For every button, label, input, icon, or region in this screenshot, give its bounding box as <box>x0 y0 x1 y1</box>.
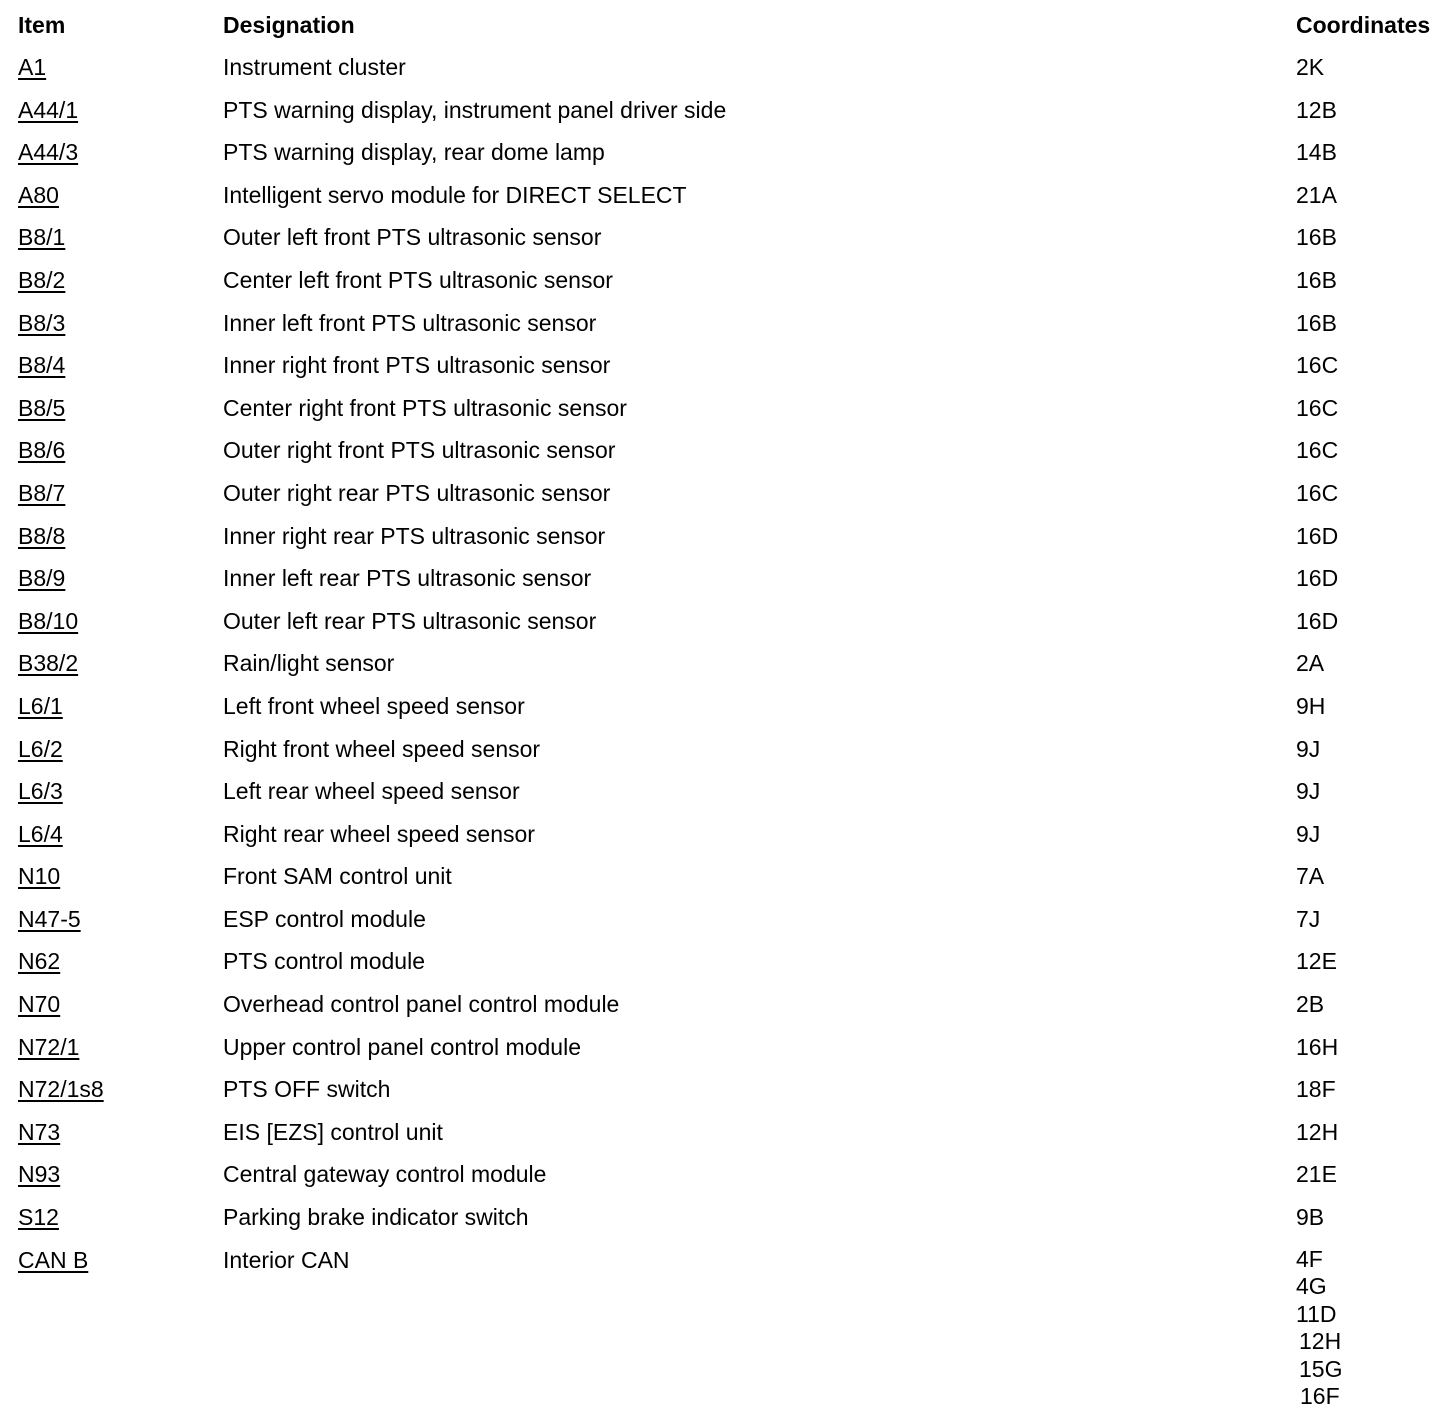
designation-text: Interior CAN <box>223 1246 350 1273</box>
item-link[interactable]: A44/1 <box>18 96 79 123</box>
coordinates-text: 15G <box>1299 1355 1343 1382</box>
table-header <box>0 8 1456 42</box>
designation-text: Inner left rear PTS ultrasonic sensor <box>223 565 592 592</box>
table-row <box>0 604 1456 647</box>
item-link[interactable]: B8/9 <box>18 565 66 592</box>
designation-text: Center left front PTS ultrasonic sensor <box>223 266 613 293</box>
coordinates-text: 16D <box>1296 565 1339 592</box>
item-link[interactable]: B8/4 <box>18 352 66 379</box>
item-link[interactable]: S12 <box>18 1204 59 1231</box>
designation-text: Inner right front PTS ultrasonic sensor <box>223 352 611 379</box>
item-link[interactable]: B8/3 <box>18 309 66 336</box>
table-row <box>0 1200 1456 1243</box>
item-link[interactable]: N70 <box>18 991 61 1018</box>
item-link[interactable]: A44/3 <box>18 139 79 166</box>
designation-text: Right front wheel speed sensor <box>223 735 541 762</box>
table-row <box>0 732 1456 775</box>
table-row <box>0 433 1456 476</box>
coordinates-text: 21E <box>1296 1161 1337 1188</box>
coordinates-text: 16H <box>1296 1033 1339 1060</box>
item-link[interactable]: B38/2 <box>18 650 79 677</box>
designation-text: Left rear wheel speed sensor <box>223 778 520 805</box>
item-link[interactable]: B8/2 <box>18 266 66 293</box>
coordinates-text: 16C <box>1296 437 1339 464</box>
coordinates-text: 4F <box>1296 1245 1323 1272</box>
designation-text: Overhead control panel control module <box>223 991 620 1018</box>
table-row <box>0 263 1456 306</box>
designation-text: Outer left rear PTS ultrasonic sensor <box>223 607 597 634</box>
item-link[interactable]: N62 <box>18 948 61 975</box>
item-link[interactable]: B8/6 <box>18 437 66 464</box>
coordinates-text: 16C <box>1296 394 1339 421</box>
table-row <box>0 348 1456 391</box>
table-row <box>0 178 1456 221</box>
table-row <box>0 93 1456 136</box>
designation-text: Right rear wheel speed sensor <box>223 820 535 847</box>
item-link[interactable]: N72/1 <box>18 1033 80 1060</box>
coordinates-text: 4G <box>1296 1273 1327 1300</box>
table-row <box>0 1072 1456 1115</box>
table-row <box>0 817 1456 860</box>
coordinates-text: 16B <box>1296 224 1337 251</box>
table-row <box>0 391 1456 434</box>
coordinates-text: 16D <box>1296 607 1339 634</box>
table-row <box>0 476 1456 519</box>
item-link[interactable]: B8/5 <box>18 394 66 421</box>
coordinates-text: 16C <box>1296 352 1339 379</box>
coordinates-text: 18F <box>1296 1076 1336 1103</box>
item-link[interactable]: N93 <box>18 1161 61 1188</box>
designation-text: Inner left front PTS ultrasonic sensor <box>223 309 597 336</box>
item-link[interactable]: L6/4 <box>18 820 63 847</box>
designation-text: Central gateway control module <box>223 1161 547 1188</box>
coordinates-text: 16D <box>1296 522 1339 549</box>
designation-text: Upper control panel control module <box>223 1033 581 1060</box>
table-row <box>0 306 1456 349</box>
header-item: Item <box>18 12 66 38</box>
coordinates-text: 12E <box>1296 948 1337 975</box>
table-row <box>0 987 1456 1030</box>
table-row <box>0 519 1456 562</box>
designation-text: Center right front PTS ultrasonic sensor <box>223 394 627 421</box>
coordinates-text: 16B <box>1296 309 1337 336</box>
designation-text: PTS warning display, rear dome lamp <box>223 139 605 166</box>
coordinates-text: 7J <box>1296 905 1321 932</box>
table-row <box>0 774 1456 817</box>
table-row <box>0 220 1456 263</box>
coordinates-text: 2B <box>1296 991 1325 1018</box>
designation-text: Parking brake indicator switch <box>223 1204 529 1231</box>
coordinates-text: 9B <box>1296 1204 1325 1231</box>
table-row <box>0 1157 1456 1200</box>
item-link[interactable]: CAN B <box>18 1246 89 1273</box>
coordinates-text: 12B <box>1296 96 1337 123</box>
designation-text: Outer left front PTS ultrasonic sensor <box>223 224 602 251</box>
item-link[interactable]: N73 <box>18 1118 61 1145</box>
table-row <box>0 902 1456 945</box>
table-row <box>0 1115 1456 1158</box>
coordinates-list <box>1296 1243 1342 1411</box>
coordinates-text: 2A <box>1296 650 1325 677</box>
coordinates-text: 16B <box>1296 266 1337 293</box>
item-link[interactable]: B8/8 <box>18 522 66 549</box>
item-link[interactable]: B8/10 <box>18 607 79 634</box>
designation-text: Outer right rear PTS ultrasonic sensor <box>223 479 611 506</box>
coordinates-text: 9J <box>1296 778 1321 805</box>
coordinates-text: 14B <box>1296 139 1337 166</box>
designation-text: PTS OFF switch <box>223 1076 391 1103</box>
table-row <box>0 859 1456 902</box>
coordinates-text: 16F <box>1300 1383 1340 1410</box>
item-link[interactable]: B8/7 <box>18 479 66 506</box>
item-link[interactable]: N47-5 <box>18 905 81 932</box>
table-row <box>0 646 1456 689</box>
item-link[interactable]: L6/2 <box>18 735 63 762</box>
coordinates-text: 7A <box>1296 863 1325 890</box>
table-row <box>0 561 1456 604</box>
table-row <box>0 1030 1456 1073</box>
designation-text: Left front wheel speed sensor <box>223 692 525 719</box>
item-link[interactable]: A1 <box>18 54 47 80</box>
designation-text: Instrument cluster <box>223 54 406 80</box>
designation-text: Rain/light sensor <box>223 650 395 677</box>
header-coordinates: Coordinates <box>1296 12 1431 38</box>
coordinates-text: 21A <box>1296 181 1337 208</box>
item-link[interactable]: A80 <box>18 181 59 208</box>
designation-text: EIS [EZS] control unit <box>223 1118 443 1145</box>
designation-text: Inner right rear PTS ultrasonic sensor <box>223 522 606 549</box>
table-row <box>0 135 1456 178</box>
designation-text: Outer right front PTS ultrasonic sensor <box>223 437 616 464</box>
coordinates-text: 9H <box>1296 692 1326 719</box>
designation-text: PTS warning display, instrument panel driver side <box>223 96 727 123</box>
item-link[interactable]: L6/1 <box>18 692 63 719</box>
component-table <box>0 50 1456 1410</box>
header-designation: Designation <box>223 12 355 38</box>
designation-text: Intelligent servo module for DIRECT SELECT <box>223 181 687 208</box>
designation-text: Front SAM control unit <box>223 863 452 890</box>
coordinates-text: 12H <box>1296 1118 1339 1145</box>
coordinates-text: 2K <box>1296 54 1325 80</box>
table-row <box>0 50 1456 93</box>
item-link[interactable]: L6/3 <box>18 778 63 805</box>
coordinates-text: 9J <box>1296 820 1321 847</box>
item-link[interactable]: B8/1 <box>18 224 66 251</box>
coordinates-text: 11D <box>1296 1300 1337 1327</box>
item-link[interactable]: N10 <box>18 863 61 890</box>
table-row <box>0 689 1456 732</box>
table-row <box>0 1243 1456 1410</box>
coordinates-text: 12H <box>1299 1328 1342 1355</box>
item-link[interactable]: N72/1s8 <box>18 1076 104 1103</box>
table-row <box>0 944 1456 987</box>
coordinates-text: 16C <box>1296 479 1339 506</box>
designation-text: PTS control module <box>223 948 425 975</box>
designation-text: ESP control module <box>223 905 426 932</box>
coordinates-text: 9J <box>1296 735 1321 762</box>
